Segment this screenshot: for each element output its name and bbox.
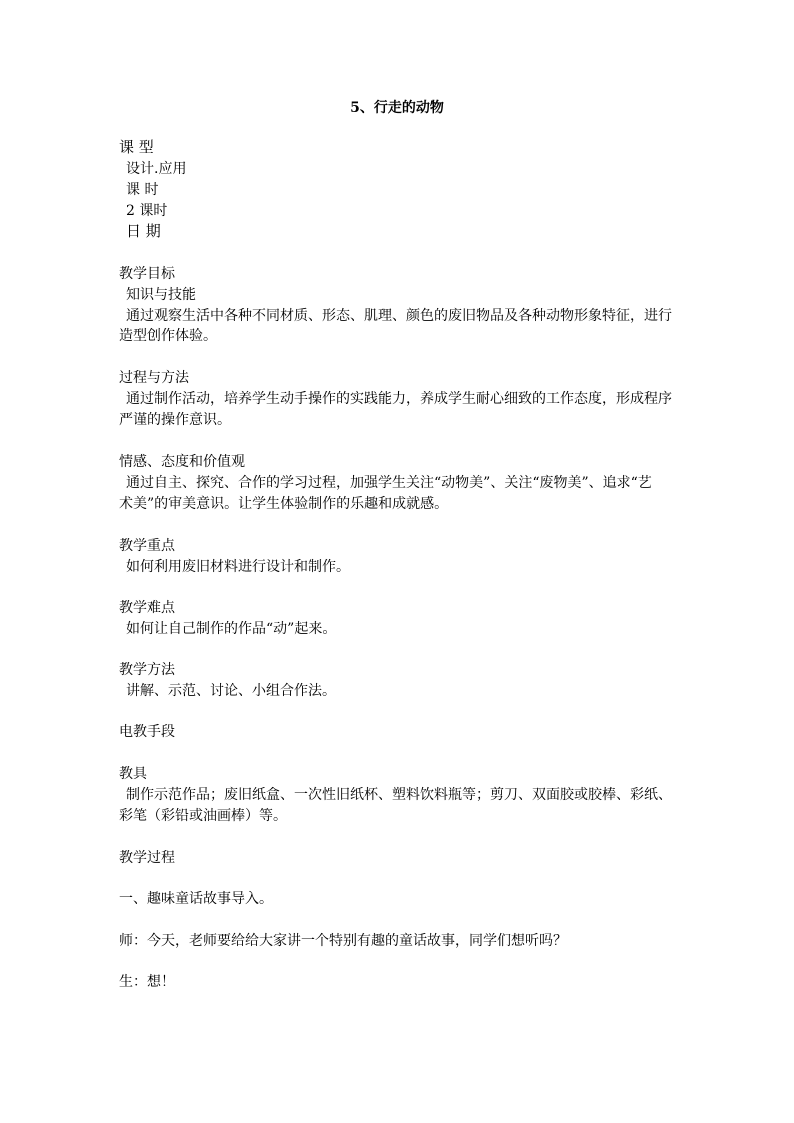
key-point-text: 如何利用废旧材料进行设计和制作。 xyxy=(126,559,350,575)
difficulty-text: 如何让自己制作的作品“动”起来。 xyxy=(126,621,337,637)
tools-text-line-2: 彩笔（彩铅或油画棒）等。 xyxy=(119,808,287,824)
teacher-line: 师：今天，老师要给给大家讲一个特别有趣的童话故事，同学们想听吗？ xyxy=(119,933,567,949)
date-label: 日 期 xyxy=(126,222,161,240)
knowledge-heading: 知识与技能 xyxy=(126,287,196,303)
media-heading: 电教手段 xyxy=(119,724,175,740)
difficulty-heading: 教学难点 xyxy=(119,600,175,616)
key-point-heading: 教学重点 xyxy=(119,538,175,554)
course-type-value: 设计.应用 xyxy=(126,161,187,177)
hours-label: 课 时 xyxy=(126,182,159,198)
procedure-heading: 教学过程 xyxy=(119,850,175,866)
tools-heading: 教具 xyxy=(119,766,147,782)
process-heading: 过程与方法 xyxy=(119,370,189,386)
procedure-step-1: 一、趣味童话故事导入。 xyxy=(119,891,273,907)
emotion-heading: 情感、态度和价值观 xyxy=(119,454,245,470)
process-text-line-2: 严谨的操作意识。 xyxy=(119,412,231,428)
course-type-label: 课 型 xyxy=(119,138,154,156)
hours-value: 2 课时 xyxy=(126,203,168,219)
knowledge-text-line-1: 通过观察生活中各种不同材质、形态、肌理、颜色的废旧物品及各种动物形象特征，进行 xyxy=(126,308,672,324)
document-title: 5、行走的动物 xyxy=(350,100,444,116)
goals-heading: 教学目标 xyxy=(119,266,175,282)
knowledge-text-line-2: 造型创作体验。 xyxy=(119,328,217,344)
emotion-text-line-2: 术美”的审美意识。让学生体验制作的乐趣和成就感。 xyxy=(119,496,449,512)
tools-text-line-1: 制作示范作品；废旧纸盒、一次性旧纸杯、塑料饮料瓶等；剪刀、双面胶或胶棒、彩纸、 xyxy=(126,787,672,803)
process-text-line-1: 通过制作活动，培养学生动手操作的实践能力，养成学生耐心细致的工作态度，形成程序 xyxy=(126,391,672,407)
student-line: 生：想！ xyxy=(119,974,175,990)
method-heading: 教学方法 xyxy=(119,662,175,678)
emotion-text-line-1: 通过自主、探究、合作的学习过程，加强学生关注“动物美”、关注“废物美”、追求“艺 xyxy=(126,475,652,491)
method-text: 讲解、示范、讨论、小组合作法。 xyxy=(126,683,336,699)
